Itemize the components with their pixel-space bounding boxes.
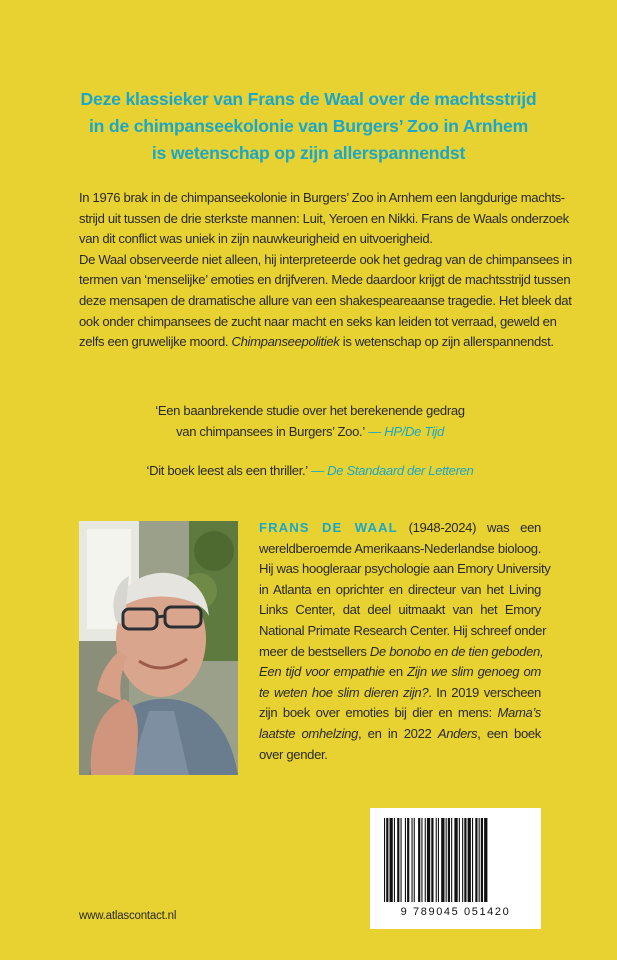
bio-line bbox=[259, 703, 541, 724]
blurb bbox=[79, 188, 572, 353]
bio-line bbox=[259, 683, 541, 704]
review-quote-2 bbox=[79, 461, 541, 482]
bio-line: over gender. bbox=[259, 746, 328, 762]
barcode-bar bbox=[484, 818, 487, 902]
barcode-bar bbox=[425, 818, 426, 902]
barcode-bar bbox=[475, 818, 477, 902]
bio-line bbox=[259, 724, 541, 745]
barcode-bar bbox=[386, 818, 388, 902]
barcode-bar bbox=[384, 818, 385, 902]
barcode-bar bbox=[390, 818, 393, 902]
quote-line bbox=[79, 461, 541, 482]
barcode-bar bbox=[441, 818, 444, 902]
barcode-bar bbox=[407, 818, 409, 902]
blurb-line bbox=[79, 332, 554, 353]
blurb-line: deze mensapen de dramatische allure van een shakespeareaanse tragedie. Het bleek dat bbox=[79, 292, 572, 308]
headline-line: Deze klassieker van Frans de Waal over de machtsstrijd bbox=[80, 89, 537, 109]
publisher-website[interactable]: www.atlascontact.nl bbox=[79, 910, 177, 922]
barcode-bar bbox=[448, 818, 450, 902]
barcode-bar bbox=[446, 818, 447, 902]
bio-line: in Atlanta en oprichter en directeur van het Living bbox=[259, 581, 541, 597]
barcode-bar bbox=[397, 818, 399, 902]
barcode-bar bbox=[468, 818, 471, 902]
book-title: te weten hoe slim dieren zijn? bbox=[259, 684, 429, 700]
barcode-bar bbox=[454, 818, 457, 902]
isbn-number: 9 789045 051420 bbox=[400, 906, 511, 918]
headline-line: is wetenschap op zijn allerspannendst bbox=[151, 143, 466, 163]
barcode-bar bbox=[431, 818, 433, 902]
blurb-text: is wetenschap op zijn allerspannendst. bbox=[339, 334, 554, 350]
barcode-bar bbox=[472, 818, 473, 902]
barcode-bar bbox=[418, 818, 420, 902]
blurb-line: ook onder chimpansees de zucht naar macht en seks kan leiden tot verraad, geweld en bbox=[79, 313, 557, 329]
barcode-bar bbox=[459, 818, 460, 902]
barcode-bar bbox=[414, 818, 415, 902]
book-title: De bonobo en de tien geboden, bbox=[369, 643, 544, 659]
book-title: Zijn we slim genoeg om bbox=[407, 664, 541, 680]
barcode-bar bbox=[405, 818, 406, 902]
bio-line: Hij was hoogleraar psychologie aan Emory University bbox=[259, 561, 551, 577]
headline-line: in de chimpanseekolonie van Burgers’ Zoo in Arnhem bbox=[88, 116, 529, 136]
bio-line: National Primate Research Center. Hij schreef onder bbox=[259, 622, 547, 638]
bio-text: . In 2019 verscheen bbox=[428, 684, 541, 700]
blurb-line: In 1976 brak in de chimpanseekolonie in Burgers’ Zoo in Arnhem een langdurige machts- bbox=[79, 190, 565, 205]
barcode-bars bbox=[370, 818, 541, 906]
book-title: Een tijd voor empathie bbox=[259, 664, 385, 680]
book-title: Chimpanseepolitiek bbox=[231, 334, 340, 350]
barcode-bar bbox=[436, 818, 437, 902]
bio-text: (1948-2024) was een bbox=[397, 520, 541, 535]
quote-source: — HP/De Tijd bbox=[364, 423, 444, 439]
quote-text: van chimpansees in Burgers’ Zoo.’ bbox=[176, 423, 365, 439]
quote-line bbox=[79, 422, 541, 443]
barcode-bar bbox=[451, 818, 452, 902]
barcode-bar bbox=[464, 818, 466, 902]
book-title: laatste omhelzing bbox=[259, 725, 359, 741]
bio-text: , en in 2022 bbox=[358, 725, 438, 741]
bio-line bbox=[259, 662, 541, 683]
bio-text: meer de bestsellers bbox=[259, 643, 370, 659]
bio-text: , een boek bbox=[477, 725, 542, 741]
review-quote-1 bbox=[79, 401, 541, 442]
barcode-bar bbox=[421, 818, 422, 902]
barcode-bar bbox=[412, 818, 413, 902]
quote-line: ‘Een baanbrekende studie over het berekenende gedrag bbox=[155, 403, 465, 418]
blurb-text: zelfs een gruwelijke moord. bbox=[79, 334, 232, 350]
blurb-line: De Waal observeerde niet alleen, hij interpreteerde ook het gedrag van de chimpansees in bbox=[79, 251, 572, 267]
barcode-bar bbox=[479, 818, 480, 902]
bio-line: Links Center, dat deel uitmaakt van het Emory bbox=[259, 602, 541, 618]
barcode-bar bbox=[401, 818, 402, 902]
book-title: Anders bbox=[437, 725, 478, 741]
blurb-line: termen van ‘menselijke’ emoties en drijfveren. Mede daardoor krijgt de machtsstrijd tussen bbox=[79, 272, 571, 288]
barcode-bar bbox=[481, 818, 483, 902]
barcode-bar bbox=[427, 818, 430, 902]
isbn-barcode bbox=[370, 808, 541, 929]
bio-line bbox=[259, 642, 544, 663]
barcode-bar bbox=[438, 818, 439, 902]
quote-text: ‘Dit boek leest als een thriller.’ bbox=[146, 463, 308, 478]
author-name: FRANS DE WAAL bbox=[259, 520, 398, 535]
blurb-line: van dit conflict was uniek in zijn nauwkeurigheid en uitvoerigheid. bbox=[79, 231, 433, 247]
book-title: Mama’s bbox=[497, 705, 541, 721]
bio-line bbox=[259, 518, 541, 539]
author-photo bbox=[79, 521, 238, 775]
bio-text: zijn boek over emoties bij dier en mens: bbox=[259, 705, 498, 721]
blurb-line: strijd uit tussen de drie sterkste mannen: Luit, Yeroen en Nikki. Frans de Waals onderzoek bbox=[79, 210, 569, 226]
headline bbox=[40, 86, 577, 167]
quote-source: — De Standaard der Letteren bbox=[307, 463, 474, 478]
author-bio bbox=[259, 518, 551, 765]
bio-text: en bbox=[384, 664, 408, 680]
bio-line: wereldberoemde Amerikaans-Nederlandse bioloog. bbox=[259, 540, 541, 556]
barcode-bar bbox=[394, 818, 395, 902]
barcode-bar bbox=[462, 818, 463, 902]
